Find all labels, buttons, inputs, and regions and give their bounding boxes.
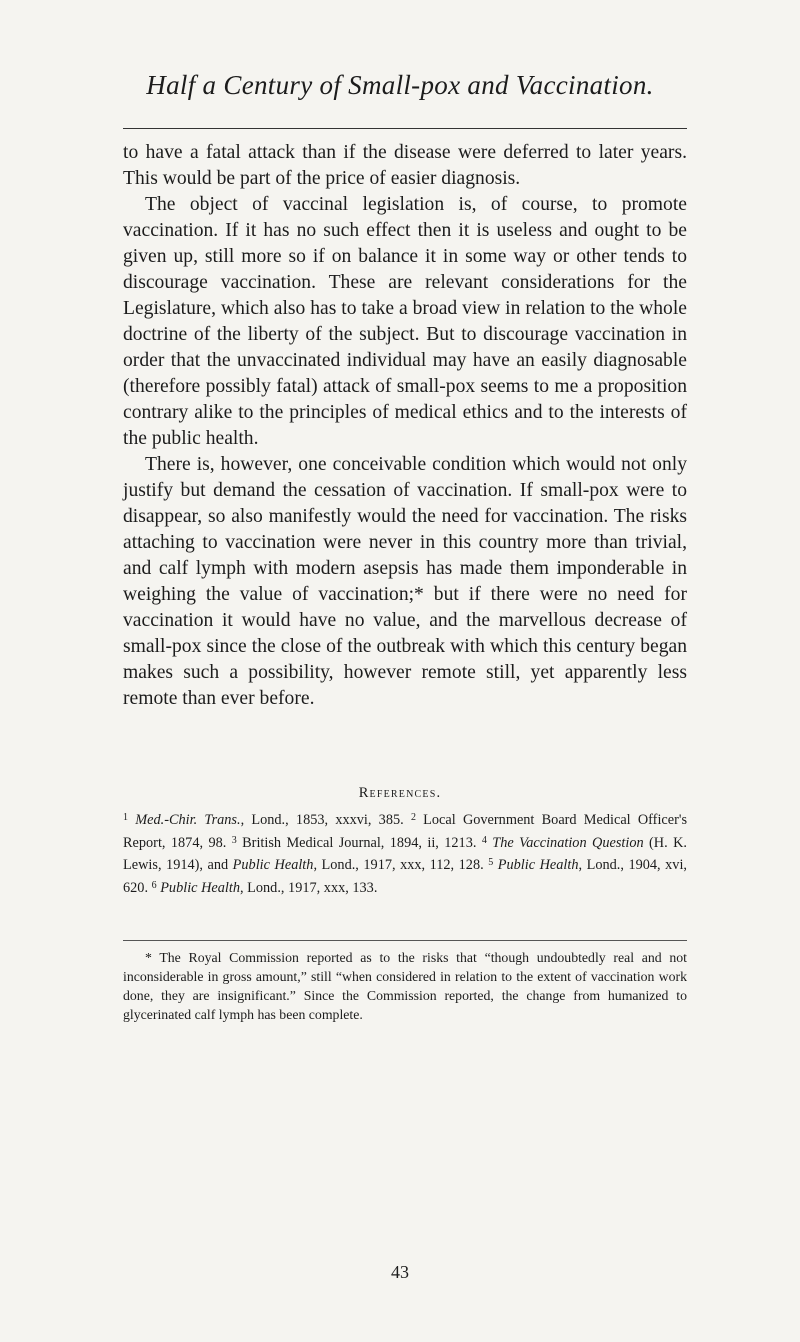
footnote: * The Royal Commission reported as to the risks that “though undoubtedly real and not inconsiderable in gross amount,” still “when considered in relation to the extent of vaccination work done, they are insignificant.” Since the Commission reported, the change from humanized to glycerinated calf lymph has been complete. bbox=[123, 950, 687, 1022]
reference-item: $^5$ Public Health, Lond., 1904, xvi, 620. bbox=[123, 857, 687, 896]
reference-item: $^3$ British Medical Journal, 1894, ii, 1213. bbox=[231, 834, 477, 851]
paragraph: The object of vaccinal legislation is, of course, to promote vaccination. If it has no such effect then it is useless and ought to be given up, still more so if on balance it in some way or other tends to discourage vaccination. These are relevant considerations for the Legislature, which also has to take a broad view in relation to the whole doctrine of the liberty of the subject. But to discourage vaccination in order that the unvaccinated individual may have an easily diagnosable (therefore possibly fatal) attack of small-pox seems to me a proposition contrary alike to the principles of medical ethics and to the interests of the public health. bbox=[123, 194, 687, 449]
page-number: 43 bbox=[391, 1262, 409, 1282]
reference-item: $^2$ Local Government Board Medical Officer's Report, 1874, 98. bbox=[123, 812, 688, 851]
running-header: Half a Century of Small-pox and Vaccination. bbox=[146, 70, 654, 100]
body-text bbox=[123, 140, 687, 712]
reference-item: $^4$ The Vaccination Question (H. K. Lewis, 1914), and Public Health, Lond., 1917, xxx, 112, 128. bbox=[123, 834, 687, 873]
paragraph: There is, however, one conceivable condition which would not only justify but demand the cessation of vaccination. If small-pox were to disappear, so also manifestly would the need for vaccination. The risks attaching to vaccination were never in this country more than trivial, and calf lymph with modern asepsis has made them imponderable in weighing the value of vaccination;* but if there were no need for vaccination it would have no value, and the marvellous decrease of small-pox since the close of the outbreak with which this century began makes such a possibility, however remote still, yet apparently less remote than ever before. bbox=[123, 454, 687, 709]
references-list bbox=[123, 808, 687, 898]
paragraph: to have a fatal attack than if the disease were deferred to later years. This would be part of the price of easier diagnosis. bbox=[123, 142, 687, 189]
references-heading-text: References. bbox=[358, 785, 442, 801]
reference-item: $^6$ Public Health, Lond., 1917, xxx, 133. bbox=[151, 879, 378, 896]
references-heading bbox=[0, 785, 800, 802]
footnote-rule bbox=[123, 940, 687, 941]
header-rule bbox=[123, 128, 687, 129]
reference-item: $^1$ Med.-Chir. Trans., Lond., 1853, xxxvi, 385. bbox=[123, 812, 404, 828]
